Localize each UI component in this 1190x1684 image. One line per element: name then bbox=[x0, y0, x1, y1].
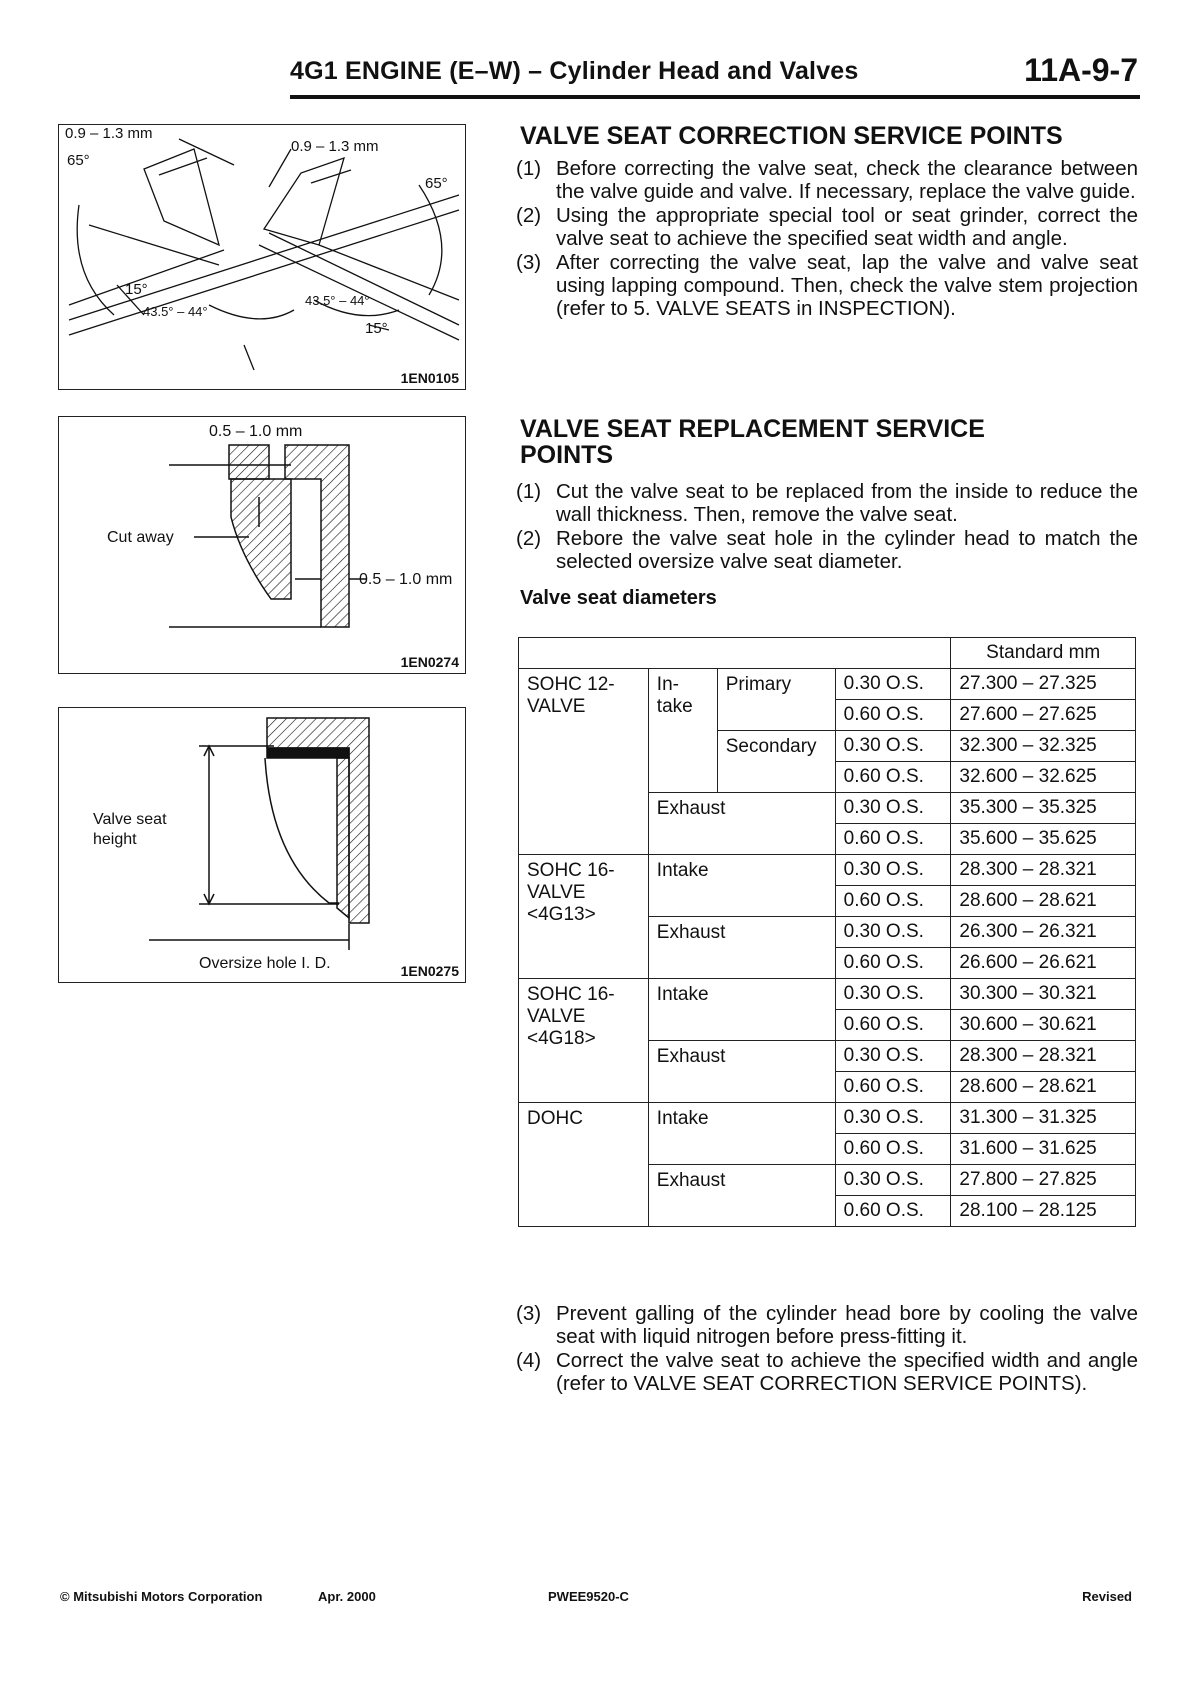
table-header-unit: Standard mm bbox=[951, 638, 1136, 669]
table-cell-os: 0.60 O.S. bbox=[835, 762, 951, 793]
table-cell-os: 0.30 O.S. bbox=[835, 793, 951, 824]
sub-intake: Intake bbox=[648, 979, 835, 1041]
fig1-label-angle-65-right: 65° bbox=[425, 175, 448, 192]
group-sohc16-4g13: SOHC 16-VALVE <4G13> bbox=[519, 855, 649, 979]
table-cell-os: 0.30 O.S. bbox=[835, 1041, 951, 1072]
table-cell-value: 28.100 – 28.125 bbox=[951, 1196, 1136, 1227]
table-row bbox=[519, 669, 1136, 700]
table-cell-value: 30.600 – 30.621 bbox=[951, 1010, 1136, 1041]
table-cell-os: 0.60 O.S. bbox=[835, 700, 951, 731]
list-item: (3) After correcting the valve seat, lap the valve and valve seat using lapping compound. Then, check the valve stem projection (refer to 5. VALVE SEATS in INSPECTION). bbox=[516, 251, 1138, 320]
footer-status: Revised bbox=[1082, 1589, 1132, 1604]
section-heading-correction: VALVE SEAT CORRECTION SERVICE POINTS bbox=[520, 122, 1063, 150]
table-cell-os: 0.30 O.S. bbox=[835, 669, 951, 700]
fig3-label-height-line1: Valve seat bbox=[93, 811, 167, 828]
table-cell-value: 31.600 – 31.625 bbox=[951, 1134, 1136, 1165]
table-cell-value: 35.300 – 35.325 bbox=[951, 793, 1136, 824]
sub-exhaust: Exhaust bbox=[648, 917, 835, 979]
group-dohc: DOHC bbox=[519, 1103, 649, 1227]
table-cell-value: 27.600 – 27.625 bbox=[951, 700, 1136, 731]
header-rule-left bbox=[290, 95, 520, 99]
table-cell-os: 0.60 O.S. bbox=[835, 1072, 951, 1103]
table-cell-os: 0.60 O.S. bbox=[835, 1196, 951, 1227]
table-cell-os: 0.30 O.S. bbox=[835, 979, 951, 1010]
table-cell-value: 35.600 – 35.625 bbox=[951, 824, 1136, 855]
correction-steps bbox=[516, 157, 1138, 321]
table-cell-value: 28.600 – 28.621 bbox=[951, 1072, 1136, 1103]
table-row bbox=[519, 855, 1136, 886]
table-caption: Valve seat diameters bbox=[520, 587, 717, 609]
table-cell-os: 0.30 O.S. bbox=[835, 1165, 951, 1196]
header-rule bbox=[520, 95, 1140, 99]
table-cell-os: 0.60 O.S. bbox=[835, 824, 951, 855]
table-header-blank bbox=[519, 638, 951, 669]
page-header-title: 4G1 ENGINE (E–W) – Cylinder Head and Valves bbox=[290, 57, 859, 85]
fig1-label-width-left: 0.9 – 1.3 mm bbox=[65, 125, 153, 142]
fig3-label-height-line2: height bbox=[93, 831, 137, 848]
group-sohc12: SOHC 12-VALVE bbox=[519, 669, 649, 855]
sub-secondary: Secondary bbox=[717, 731, 835, 793]
fig1-label-width-right: 0.9 – 1.3 mm bbox=[291, 138, 379, 155]
figure-code: 1EN0274 bbox=[400, 654, 459, 670]
fig3-label-oversize: Oversize hole I. D. bbox=[199, 955, 331, 972]
valve-seat-diameter-table bbox=[518, 637, 1136, 1227]
sub-exhaust: Exhaust bbox=[648, 793, 835, 855]
fig1-label-angle-435-left: 43.5° – 44° bbox=[143, 304, 208, 319]
list-item: (2) Rebore the valve seat hole in the cylinder head to match the selected oversize valve seat diameter. bbox=[516, 527, 1138, 573]
list-item: (1) Before correcting the valve seat, check the clearance between the valve guide and valve. If necessary, replace the valve guide. bbox=[516, 157, 1138, 203]
table-row bbox=[519, 1103, 1136, 1134]
fig2-label-top-width: 0.5 – 1.0 mm bbox=[209, 423, 303, 440]
sub-intake: Intake bbox=[648, 1103, 835, 1165]
figure-code: 1EN0275 bbox=[400, 963, 459, 979]
table-cell-value: 26.300 – 26.321 bbox=[951, 917, 1136, 948]
table-cell-value: 28.300 – 28.321 bbox=[951, 1041, 1136, 1072]
table-row bbox=[519, 638, 1136, 669]
fig1-label-angle-65-left: 65° bbox=[67, 152, 90, 169]
section-heading-replacement bbox=[520, 416, 1140, 468]
footer-copyright: © Mitsubishi Motors Corporation bbox=[60, 1589, 263, 1604]
page-number: 11A-9-7 bbox=[1024, 52, 1138, 88]
table-cell-value: 28.300 – 28.321 bbox=[951, 855, 1136, 886]
table-cell-os: 0.30 O.S. bbox=[835, 917, 951, 948]
table-cell-value: 32.600 – 32.625 bbox=[951, 762, 1136, 793]
figure-valve-seat-cut-away bbox=[58, 416, 466, 674]
fig1-label-angle-15-right: 15° bbox=[365, 320, 388, 337]
fig1-label-angle-435-right: 43.5° – 44° bbox=[305, 293, 370, 308]
table-cell-os: 0.60 O.S. bbox=[835, 948, 951, 979]
figure-valve-seat-height bbox=[58, 707, 466, 983]
list-item: (4) Correct the valve seat to achieve the specified width and angle (refer to VALVE SEAT CORRECTION SERVICE POINTS). bbox=[516, 1349, 1138, 1395]
table-cell-os: 0.60 O.S. bbox=[835, 1134, 951, 1165]
fig2-label-side-width: 0.5 – 1.0 mm bbox=[359, 571, 453, 588]
table-cell-os: 0.60 O.S. bbox=[835, 1010, 951, 1041]
table-cell-os: 0.30 O.S. bbox=[835, 855, 951, 886]
list-item: (3) Prevent galling of the cylinder head bore by cooling the valve seat with liquid nitrogen before press-fitting it. bbox=[516, 1302, 1138, 1348]
footer-date: Apr. 2000 bbox=[318, 1589, 376, 1604]
table-cell-value: 28.600 – 28.621 bbox=[951, 886, 1136, 917]
replacement-heading-line1: VALVE SEAT REPLACEMENT SERVICE bbox=[520, 415, 985, 443]
figure-valve-seat-angles bbox=[58, 124, 466, 390]
group-sohc16-4g18: SOHC 16-VALVE <4G18> bbox=[519, 979, 649, 1103]
list-item: (2) Using the appropriate special tool or seat grinder, correct the valve seat to achieve the specified seat width and angle. bbox=[516, 204, 1138, 250]
footer-doc-code: PWEE9520-C bbox=[548, 1589, 629, 1604]
table-cell-value: 27.300 – 27.325 bbox=[951, 669, 1136, 700]
list-item: (1) Cut the valve seat to be replaced from the inside to reduce the wall thickness. Then, remove the valve seat. bbox=[516, 480, 1138, 526]
sub-exhaust: Exhaust bbox=[648, 1041, 835, 1103]
sub-exhaust: Exhaust bbox=[648, 1165, 835, 1227]
figure-code: 1EN0105 bbox=[400, 370, 459, 386]
replacement-steps-before bbox=[516, 480, 1138, 574]
table-cell-value: 27.800 – 27.825 bbox=[951, 1165, 1136, 1196]
valve-seat-angle-diagram bbox=[59, 125, 465, 389]
table-cell-os: 0.30 O.S. bbox=[835, 731, 951, 762]
replacement-steps-after bbox=[516, 1302, 1138, 1396]
table-row bbox=[519, 979, 1136, 1010]
fig2-label-cut-away: Cut away bbox=[107, 529, 174, 546]
table-cell-os: 0.60 O.S. bbox=[835, 886, 951, 917]
table-cell-os: 0.30 O.S. bbox=[835, 1103, 951, 1134]
fig1-label-angle-15-left: 15° bbox=[125, 281, 148, 298]
table-cell-value: 31.300 – 31.325 bbox=[951, 1103, 1136, 1134]
replacement-heading-line2: POINTS bbox=[520, 441, 614, 469]
table-cell-value: 32.300 – 32.325 bbox=[951, 731, 1136, 762]
sub-primary: Primary bbox=[717, 669, 835, 731]
sub-intake-split: In- take bbox=[648, 669, 717, 793]
table-cell-value: 30.300 – 30.321 bbox=[951, 979, 1136, 1010]
sub-intake: Intake bbox=[648, 855, 835, 917]
valve-seat-height-diagram bbox=[59, 708, 465, 982]
table-cell-value: 26.600 – 26.621 bbox=[951, 948, 1136, 979]
cut-away-diagram bbox=[59, 417, 465, 673]
